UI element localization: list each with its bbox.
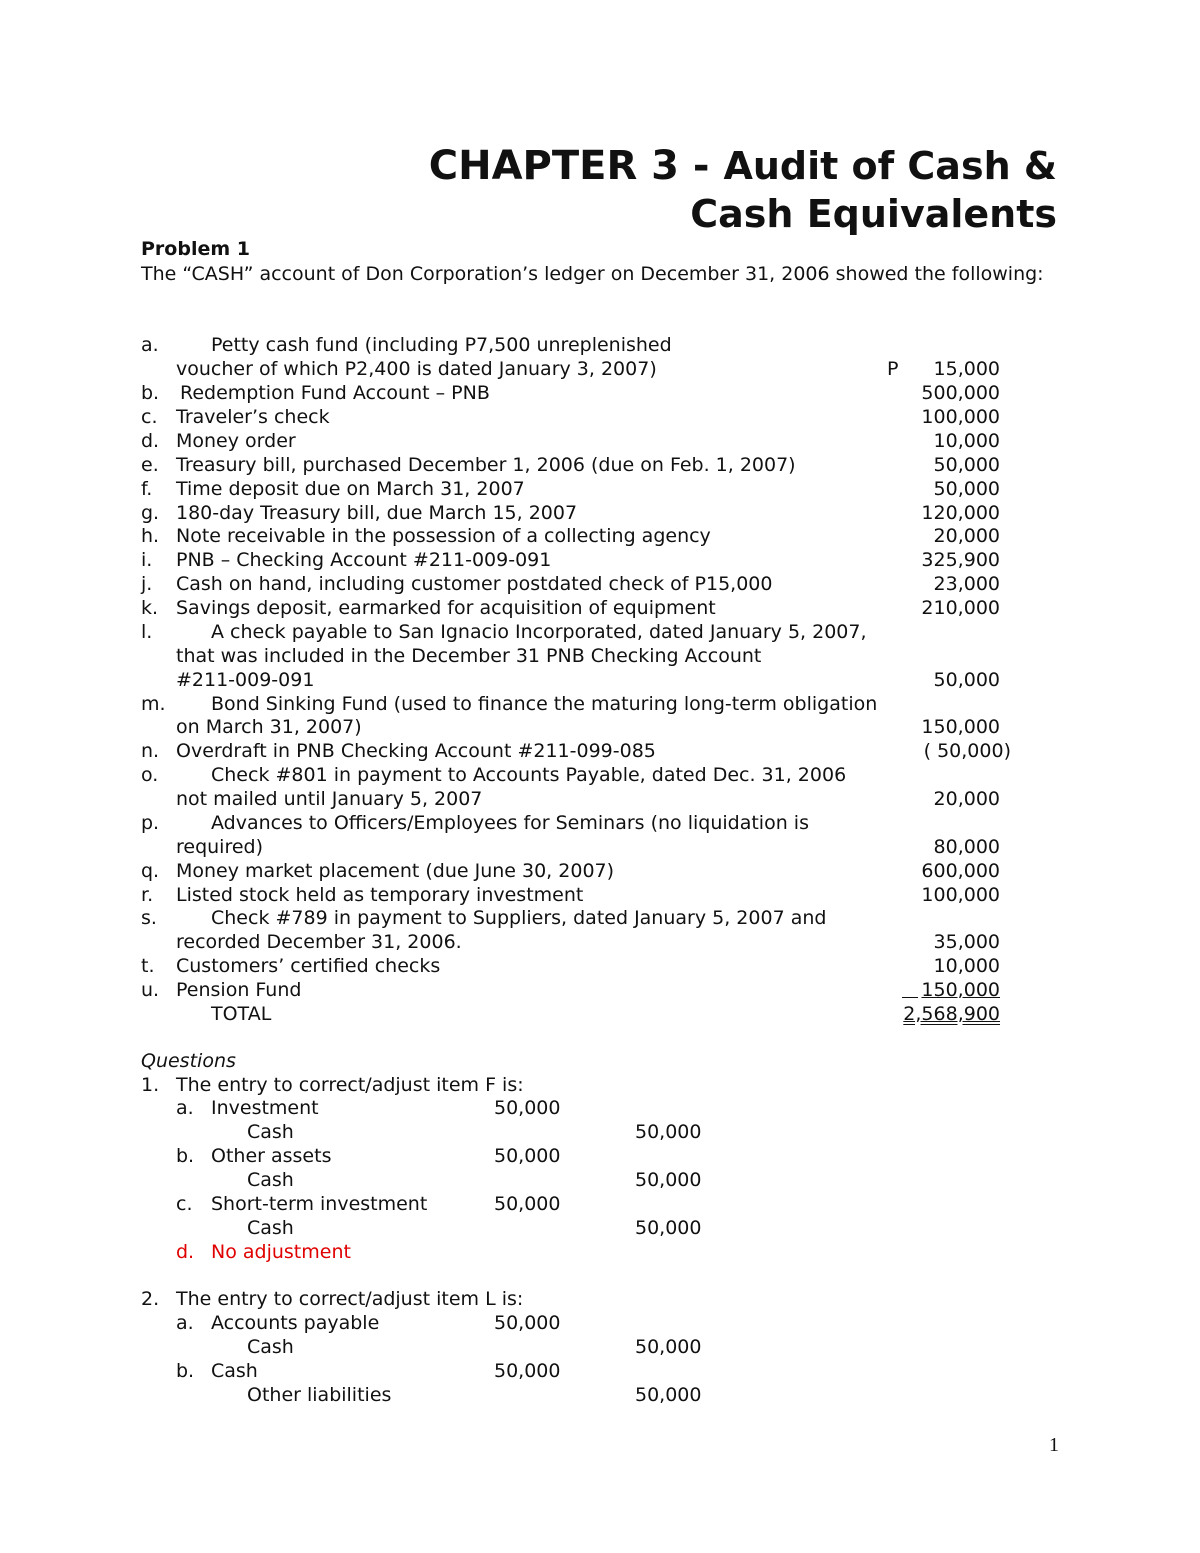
item-letter: m. [141,693,166,715]
page-number: 1 [1049,1434,1059,1456]
item-text: Time deposit due on March 31, 2007 [176,478,525,500]
item-amount: 50,000 [933,454,1000,476]
item-letter: i. [141,549,153,571]
credit-account: Cash [247,1121,294,1143]
credit-account: Other liabilities [247,1384,392,1406]
item-text: Check #801 in payment to Accounts Payable, dated Dec. 31, 2006 [211,764,847,786]
chapter-title-text: Audit of Cash & [723,144,1057,188]
option-letter: b. [176,1145,195,1167]
item-text: not mailed until January 5, 2007 [176,788,483,810]
item-text: Money order [176,430,296,452]
item-text: Treasury bill, purchased December 1, 2006 (due on Feb. 1, 2007) [176,454,796,476]
item-text: Note receivable in the possession of a collecting agency [176,525,711,547]
questions-heading: Questions [141,1050,236,1072]
item-text: Listed stock held as temporary investment [176,884,584,906]
debit-account: Investment [211,1097,319,1119]
chapter-label: CHAPTER 3 - [428,143,724,189]
debit-amount: 50,000 [494,1360,561,1382]
debit-amount: 50,000 [494,1312,561,1334]
item-amount: 20,000 [933,525,1000,547]
item-letter: q. [141,860,160,882]
item-amount: 150,000 [921,979,1000,1001]
credit-account: Cash [247,1336,294,1358]
item-text: A check payable to San Ignacio Incorporated, dated January 5, 2007, [211,621,867,643]
item-letter: c. [141,406,158,428]
item-text: Advances to Officers/Employees for Seminars (no liquidation is [211,812,809,834]
item-text: Check #789 in payment to Suppliers, dated January 5, 2007 and [211,907,827,929]
item-letter: f. [141,478,153,500]
answer-option-text: No adjustment [211,1241,351,1263]
item-letter: d. [141,430,160,452]
item-amount: 210,000 [921,597,1000,619]
question-number: 2. [141,1288,160,1310]
credit-amount: 50,000 [635,1217,702,1239]
debit-account: Other assets [211,1145,332,1167]
item-amount: 50,000 [933,478,1000,500]
option-letter: a. [176,1097,194,1119]
item-amount: 50,000 [933,669,1000,691]
chapter-title-line1 [429,143,1057,189]
item-letter: h. [141,525,160,547]
currency-symbol: P [887,358,899,380]
item-text: recorded December 31, 2006. [176,931,462,953]
debit-account: Accounts payable [211,1312,380,1334]
item-text: Overdraft in PNB Checking Account #211-099-085 [176,740,656,762]
item-text: Savings deposit, earmarked for acquisition of equipment [176,597,716,619]
option-letter: b. [176,1360,195,1382]
credit-amount: 50,000 [635,1169,702,1191]
total-label: TOTAL [211,1003,272,1025]
item-letter: r. [141,884,154,906]
item-amount: 23,000 [933,573,1000,595]
answer-option-letter: d. [176,1241,195,1263]
item-text: required) [176,836,264,858]
option-letter: c. [176,1193,193,1215]
item-amount: 600,000 [921,860,1000,882]
item-letter: b. [141,382,160,404]
debit-amount: 50,000 [494,1097,561,1119]
item-letter: g. [141,502,160,524]
item-letter: p. [141,812,160,834]
item-letter: u. [141,979,160,1001]
credit-account: Cash [247,1217,294,1239]
credit-amount: 50,000 [635,1121,702,1143]
item-letter: j. [141,573,153,595]
item-amount: 150,000 [921,716,1000,738]
item-amount: 35,000 [933,931,1000,953]
total-amount: 2,568,900 [903,1003,1000,1025]
item-text: Money market placement (due June 30, 2007) [176,860,615,882]
item-text: #211-009-091 [176,669,315,691]
item-amount: 10,000 [933,430,1000,452]
item-letter: n. [141,740,160,762]
item-amount: 100,000 [921,884,1000,906]
option-letter: a. [176,1312,194,1334]
credit-amount: 50,000 [635,1384,702,1406]
item-text: on March 31, 2007) [176,716,362,738]
credit-account: Cash [247,1169,294,1191]
item-text: Traveler’s check [176,406,330,428]
item-letter: e. [141,454,159,476]
question-text: The entry to correct/adjust item F is: [176,1074,524,1096]
item-amount: 500,000 [921,382,1000,404]
item-letter: k. [141,597,159,619]
item-text: 180-day Treasury bill, due March 15, 2007 [176,502,578,524]
item-amount: 325,900 [921,549,1000,571]
item-text: Cash on hand, including customer postdated check of P15,000 [176,573,773,595]
item-amount: 10,000 [933,955,1000,977]
item-amount: 120,000 [921,502,1000,524]
debit-amount: 50,000 [494,1145,561,1167]
underline-extension [902,997,918,998]
question-text: The entry to correct/adjust item L is: [176,1288,524,1310]
item-text: Pension Fund [176,979,302,1001]
problem-intro: The “CASH” account of Don Corporation’s ledger on December 31, 2006 showed the following: [141,263,1044,285]
debit-account: Cash [211,1360,258,1382]
item-text: that was included in the December 31 PNB Checking Account [176,645,762,667]
credit-amount: 50,000 [635,1336,702,1358]
item-text: voucher of which P2,400 is dated January 3, 2007) [176,358,657,380]
item-amount: 20,000 [933,788,1000,810]
question-number: 1. [141,1074,160,1096]
item-amount: 100,000 [921,406,1000,428]
item-letter: o. [141,764,159,786]
debit-amount: 50,000 [494,1193,561,1215]
debit-account: Short-term investment [211,1193,428,1215]
item-letter: s. [141,907,157,929]
chapter-title-line2: Cash Equivalents [690,192,1057,236]
item-text: Petty cash fund (including P7,500 unreplenished [211,334,672,356]
item-amount: ( 50,000) [923,740,1011,762]
item-text: Redemption Fund Account – PNB [180,382,490,404]
item-amount: 15,000 [933,358,1000,380]
item-letter: t. [141,955,155,977]
problem-heading: Problem 1 [141,238,250,260]
item-letter: l. [141,621,153,643]
item-text: PNB – Checking Account #211-009-091 [176,549,552,571]
item-letter: a. [141,334,159,356]
item-text: Customers’ certified checks [176,955,441,977]
item-amount: 80,000 [933,836,1000,858]
item-text: Bond Sinking Fund (used to finance the maturing long-term obligation [211,693,878,715]
